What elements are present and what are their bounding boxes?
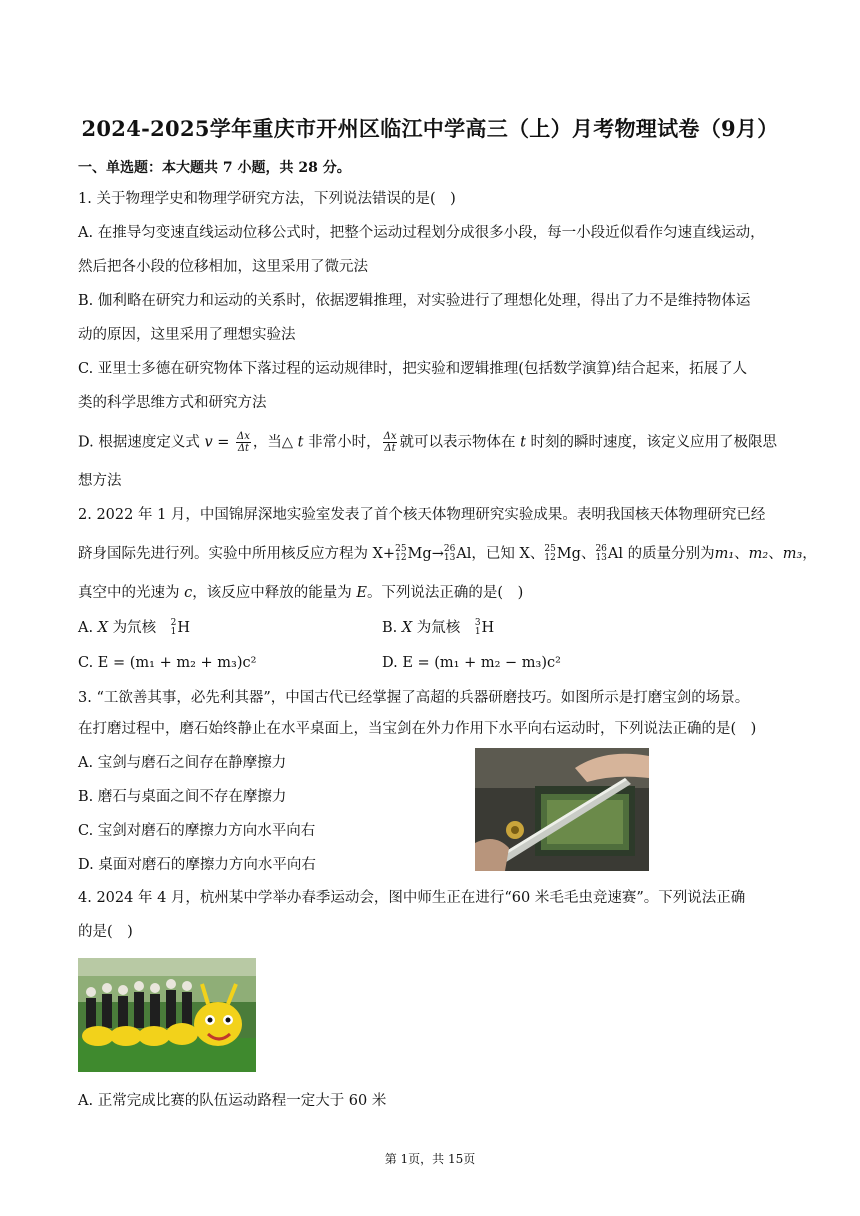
q1-stem: 1. 关于物理学史和物理学研究方法，下列说法错误的是( ) — [78, 191, 456, 207]
q2-option-a: A. X 为氘核 2 1 H — [78, 618, 191, 637]
q4-stem-line1: 4. 2024 年 4 月，杭州某中学举办春季运动会，图中师生正在进行“60 米毛毛虫竞速赛”。下列说法正确 — [78, 890, 746, 906]
q1-option-b-line2: 动的原因，这里采用了理想实验法 — [78, 327, 296, 343]
q2-stem-line1: 2. 2022 年 1 月，中国锦屏深地实验室发表了首个核天体物理研究实验成果。表明我国核天体物理研究已经 — [78, 507, 766, 523]
sword-grinding-photo — [475, 748, 649, 871]
q2-stem-line2: 跻身国际先进行列。实验中所用核反应方程为 X+ 25 12 Mg→ 26 13 Al，已知 X、 25 12 Mg、 26 13 Al 的质量分别为m₁、m₂、m₃， — [78, 544, 817, 563]
q1-option-c-line1: C. 亚里士多德在研究物体下落过程的运动规律时，把实验和逻辑推理(包括数学演算)结合起来，拓展了人 — [78, 361, 748, 377]
q2-stem-line3: 真空中的光速为 c，该反应中释放的能量为 E。下列说法正确的是( ) — [78, 585, 524, 601]
q3-option-d: D. 桌面对磨石的摩擦力方向水平向右 — [78, 857, 316, 873]
velocity-fraction-2: $\frac{\Delta x}{\Delta t}$ — [383, 431, 397, 454]
q4-stem-line2: 的是( ) — [78, 924, 133, 940]
q1-option-d-line2: 想方法 — [78, 473, 122, 489]
caterpillar-race-photo — [78, 958, 256, 1072]
section-heading: 一、单选题：本大题共 7 小题，共 28 分。 — [78, 160, 351, 176]
q2-option-c: C. E = (m₁ + m₂ + m₃)c² — [78, 655, 257, 671]
exam-title: 2024-2025学年重庆市开州区临江中学高三（上）月考物理试卷（9月） — [81, 116, 779, 141]
page-footer: 第 1页，共 15页 — [384, 1152, 476, 1166]
q1-option-c-line2: 类的科学思维方式和研究方法 — [78, 395, 267, 411]
q3-option-b: B. 磨石与桌面之间不存在摩擦力 — [78, 789, 287, 805]
q1-option-b-line1: B. 伽利略在研究力和运动的关系时，依据逻辑推理，对实验进行了理想化处理，得出了力不是维持物体运 — [78, 293, 751, 309]
q3-option-c: C. 宝剑对磨石的摩擦力方向水平向右 — [78, 823, 316, 839]
q3-option-a: A. 宝剑与磨石之间存在静摩擦力 — [78, 755, 287, 771]
q1-option-d-line1: D. 根据速度定义式 v = $\frac{\Delta x}{\Delta t}$ ，当△ t 非常小时， $\frac{\Delta x}{\Delta t}$ 就可以表示物体在 t 时刻的瞬时速度，该定义应用了极限思 — [78, 431, 778, 454]
velocity-fraction: $\frac{\Delta x}{\Delta t}$ — [237, 431, 250, 454]
q4-option-a: A. 正常完成比赛的队伍运动路程一定大于 60 米 — [78, 1093, 387, 1109]
q1-option-a-line1: A. 在推导匀变速直线运动位移公式时，把整个运动过程划分成很多小段，每一小段近似看作匀速直线运动， — [78, 225, 765, 241]
q3-stem-line1: 3. “工欲善其事，必先利其器”，中国古代已经掌握了高超的兵器研磨技巧。如图所示是打磨宝剑的场景。 — [78, 690, 750, 706]
q1-option-a-line2: 然后把各小段的位移相加，这里采用了微元法 — [78, 259, 368, 275]
q3-stem-line2: 在打磨过程中，磨石始终静止在水平桌面上，当宝剑在外力作用下水平向右运动时，下列说法正确的是( ) — [78, 721, 757, 737]
q2-option-b: B. X 为氚核 3 1 H — [382, 618, 495, 637]
q2-option-d: D. E = (m₁ + m₂ − m₃)c² — [382, 655, 561, 671]
